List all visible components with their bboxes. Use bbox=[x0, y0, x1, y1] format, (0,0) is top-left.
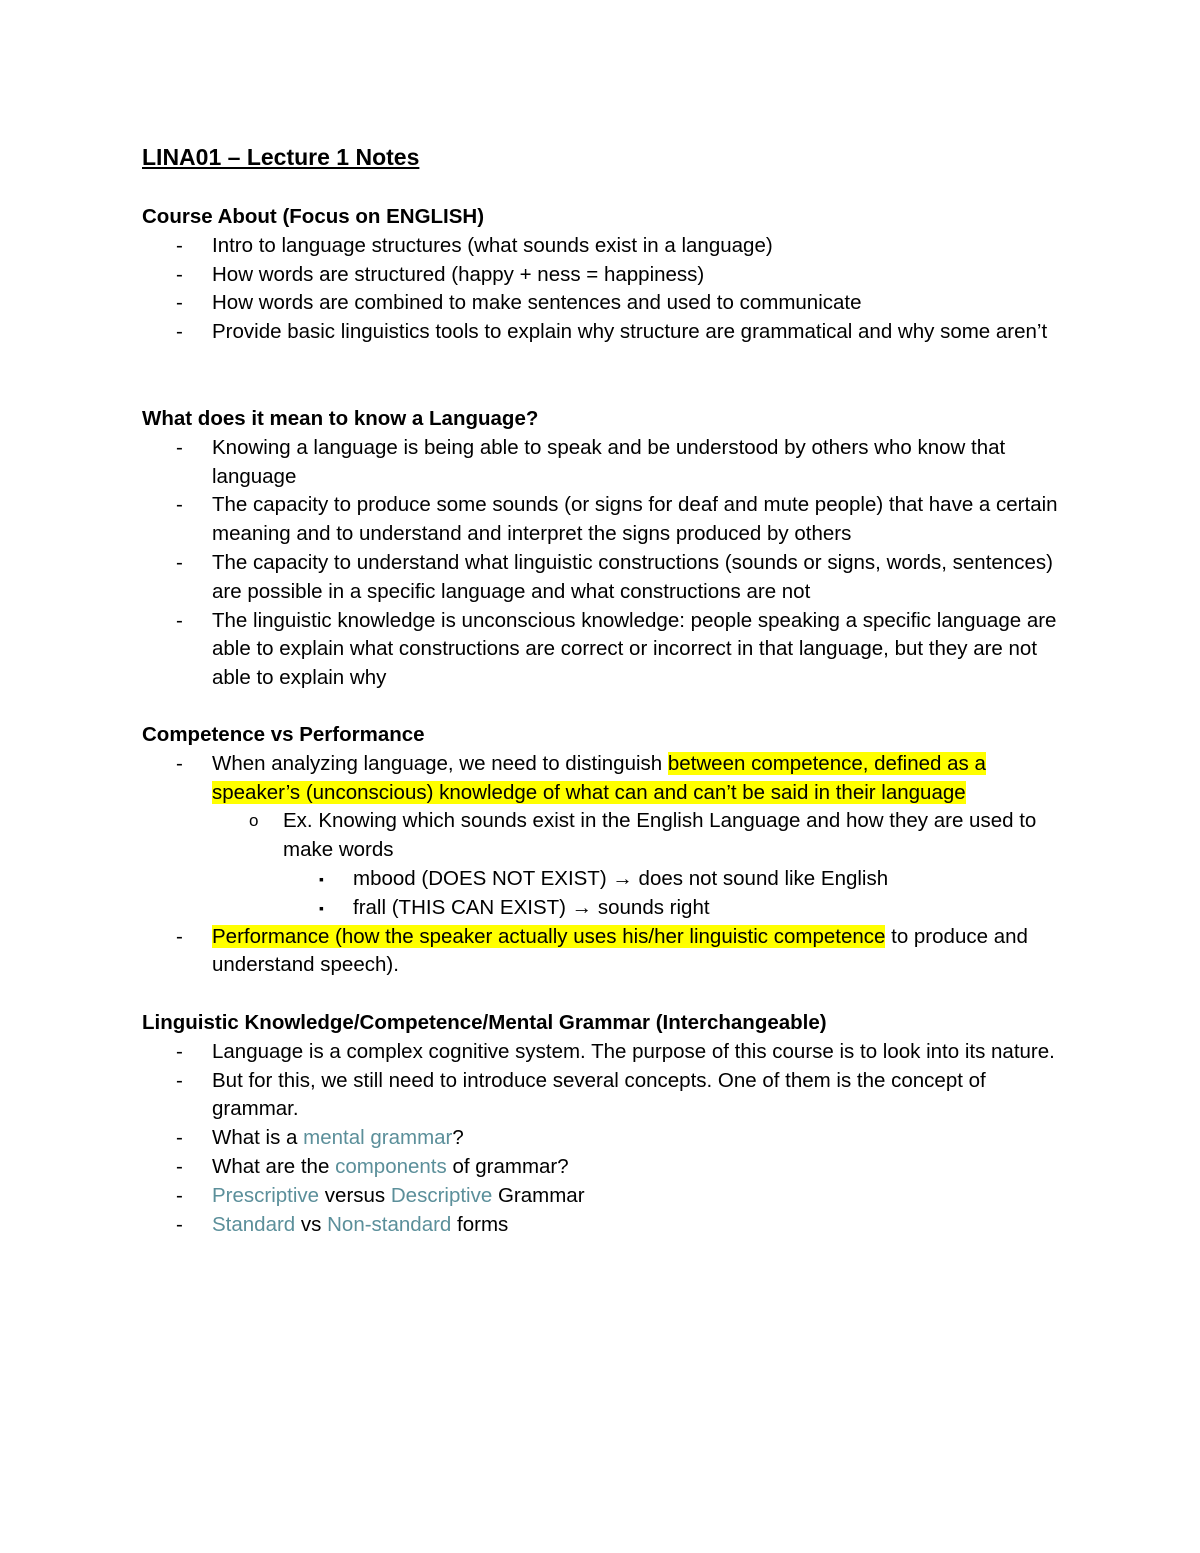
dash-bullet: - bbox=[176, 1212, 183, 1236]
list-item-text: The capacity to understand what linguistic constructions (sounds or signs, words, sentences) are possible in a specific language and what constructions are not bbox=[212, 550, 1053, 603]
list-item bbox=[142, 289, 1072, 318]
bullet-list bbox=[142, 750, 1072, 980]
highlighted-text: between competence, defined as a speaker’s (unconscious) knowledge of what can and can’t be said in their language bbox=[212, 751, 986, 804]
list-item-text: When analyzing language, we need to distinguish bbox=[212, 751, 668, 775]
term-prescriptive: Prescriptive bbox=[212, 1183, 320, 1207]
list-item bbox=[142, 1182, 1072, 1211]
bullet-list bbox=[142, 434, 1072, 693]
term-mental-grammar: mental grammar bbox=[303, 1126, 453, 1150]
list-item-text: versus bbox=[319, 1183, 391, 1207]
list-item-text: ? bbox=[452, 1126, 464, 1150]
list-item-text: frall (THIS CAN EXIST) → sounds right bbox=[353, 895, 710, 919]
section-heading: Course About (Focus on ENGLISH) bbox=[142, 205, 485, 228]
section-know-a-language bbox=[142, 405, 1072, 693]
bullet-list bbox=[142, 232, 1072, 347]
dash-bullet: - bbox=[176, 550, 183, 574]
sub-sub-list-item bbox=[142, 865, 1072, 894]
list-item-text: Intro to language structures (what sounds exist in a language) bbox=[212, 233, 773, 257]
list-item bbox=[142, 607, 1072, 693]
list-item bbox=[142, 1211, 1072, 1240]
dash-bullet: - bbox=[176, 233, 183, 257]
bullet-list bbox=[142, 1038, 1072, 1240]
square-bullet: ▪ bbox=[319, 899, 324, 916]
list-item bbox=[142, 261, 1072, 290]
list-item bbox=[142, 434, 1072, 492]
list-item-text: Knowing a language is being able to speak and be understood by others who know that language bbox=[212, 435, 1006, 488]
list-item-text: forms bbox=[451, 1212, 509, 1236]
list-item bbox=[142, 1067, 1072, 1125]
list-item bbox=[142, 1153, 1072, 1182]
section-heading: What does it mean to know a Language? bbox=[142, 407, 539, 430]
dash-bullet: - bbox=[176, 435, 183, 459]
list-item-text: Ex. Knowing which sounds exist in the English Language and how they are used to make words bbox=[283, 809, 1037, 862]
dash-bullet: - bbox=[176, 1068, 183, 1092]
list-item bbox=[142, 1124, 1072, 1153]
page-title: LINA01 – Lecture 1 Notes bbox=[142, 144, 420, 170]
term-components: components bbox=[335, 1154, 447, 1178]
sub-list-item bbox=[142, 807, 1072, 865]
highlighted-text: Performance (how the speaker actually uses his/her linguistic competence bbox=[212, 924, 886, 948]
list-item-text: How words are structured (happy + ness = happiness) bbox=[212, 262, 705, 286]
term-descriptive: Descriptive bbox=[390, 1183, 493, 1207]
list-item-text: But for this, we still need to introduce several concepts. One of them is the concept of grammar. bbox=[212, 1068, 986, 1121]
list-item bbox=[142, 923, 1072, 981]
list-item-text: What is a bbox=[212, 1126, 304, 1150]
dash-bullet: - bbox=[176, 493, 183, 517]
square-bullet: ▪ bbox=[319, 870, 324, 887]
section-heading: Linguistic Knowledge/Competence/Mental Grammar (Interchangeable) bbox=[142, 1011, 827, 1034]
list-item-text: How words are combined to make sentences and used to communicate bbox=[212, 291, 862, 315]
list-item bbox=[142, 549, 1072, 607]
term-non-standard: Non-standard bbox=[327, 1212, 452, 1236]
list-item-text: Grammar bbox=[492, 1183, 585, 1207]
sub-sub-list-item bbox=[142, 894, 1072, 923]
list-item-text: The capacity to produce some sounds (or signs for deaf and mute people) that have a certain meaning and to understand and interpret the signs produced by others bbox=[212, 493, 1058, 546]
dash-bullet: - bbox=[176, 1183, 183, 1207]
section-heading: Competence vs Performance bbox=[142, 723, 425, 746]
dash-bullet: - bbox=[176, 608, 183, 632]
section-linguistic-knowledge bbox=[142, 1009, 1072, 1239]
list-item-text: to produce and understand speech). bbox=[212, 924, 1028, 977]
section-competence-vs-performance bbox=[142, 721, 1072, 980]
list-item-text: Provide basic linguistics tools to explain why structure are grammatical and why some aren’t bbox=[212, 320, 1048, 344]
list-item-text: vs bbox=[295, 1212, 328, 1236]
list-item bbox=[142, 750, 1072, 808]
list-item bbox=[142, 1038, 1072, 1067]
dash-bullet: - bbox=[176, 1154, 183, 1178]
section-course-about bbox=[142, 203, 1072, 347]
dash-bullet: - bbox=[176, 320, 183, 344]
dash-bullet: - bbox=[176, 1126, 183, 1150]
dash-bullet: - bbox=[176, 262, 183, 286]
list-item-text: mbood (DOES NOT EXIST) → does not sound like English bbox=[353, 866, 889, 890]
list-item bbox=[142, 318, 1072, 347]
term-standard: Standard bbox=[212, 1212, 296, 1236]
circle-bullet: o bbox=[249, 811, 259, 831]
list-item bbox=[142, 491, 1072, 549]
list-item-text: What are the bbox=[212, 1154, 336, 1178]
list-item-text: Language is a complex cognitive system. The purpose of this course is to look into its nature. bbox=[212, 1039, 1055, 1063]
dash-bullet: - bbox=[176, 751, 183, 775]
list-item-text: of grammar? bbox=[446, 1154, 569, 1178]
dash-bullet: - bbox=[176, 924, 183, 948]
list-item-text: The linguistic knowledge is unconscious knowledge: people speaking a specific language are able to explain what constructions are correct or incorrect in that language, but they are not able to explain why bbox=[212, 608, 1057, 690]
dash-bullet: - bbox=[176, 1039, 183, 1063]
list-item bbox=[142, 232, 1072, 261]
dash-bullet: - bbox=[176, 291, 183, 315]
